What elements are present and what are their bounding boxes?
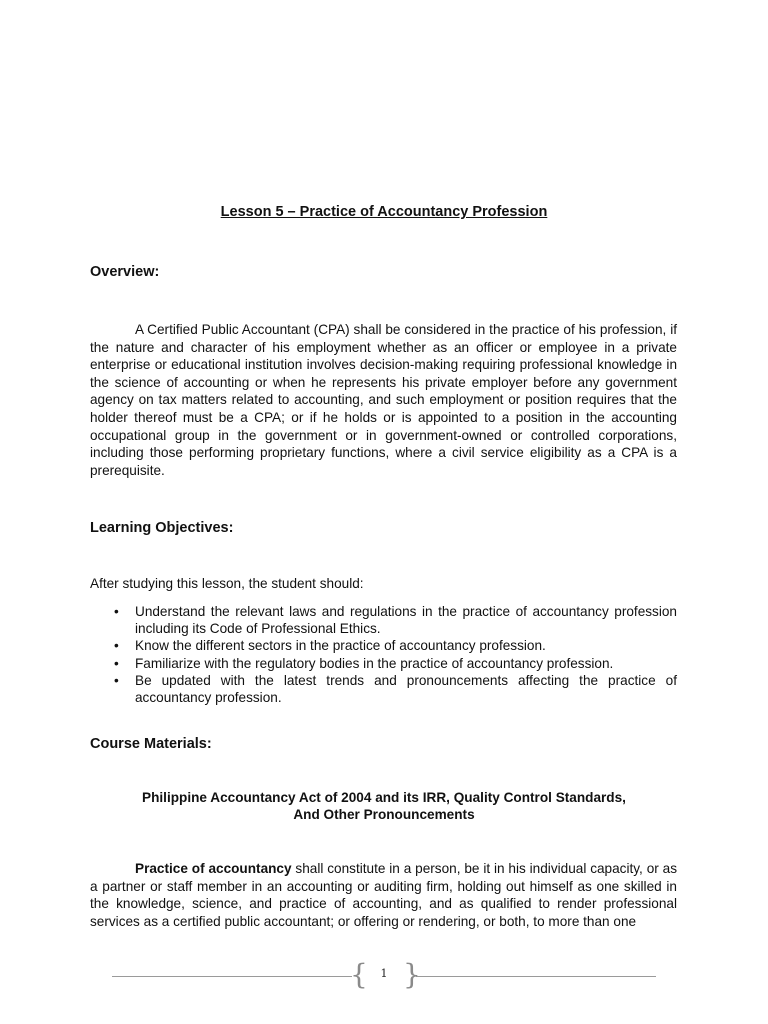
footer-bracket-left: { [350, 958, 368, 991]
practice-term: Practice of accountancy [135, 861, 292, 876]
objective-item [90, 672, 677, 706]
page-number: 1 [380, 967, 388, 980]
footer-bracket-right: } [403, 958, 421, 991]
objective-item [90, 637, 677, 654]
objective-item [90, 603, 677, 637]
objective-text: Know the different sectors in the practice of accountancy profession. [135, 638, 546, 654]
bullet-icon: • [114, 604, 119, 619]
lesson-title: Lesson 5 – Practice of Accountancy Profession [220, 204, 548, 220]
footer-rule-right [416, 976, 656, 977]
bullet-icon: • [114, 638, 119, 654]
objective-text: Be updated with the latest trends and pronouncements affecting the practice of accountancy profession. [135, 672, 677, 706]
objective-item [90, 655, 677, 672]
practice-paragraph [90, 860, 677, 930]
bullet-icon: • [114, 655, 119, 671]
overview-heading: Overview: [90, 264, 160, 280]
objectives-intro: After studying this lesson, the student should: [90, 576, 364, 591]
bullet-icon: • [114, 672, 119, 688]
materials-subtitle-line-2: And Other Pronouncements [293, 807, 475, 822]
overview-paragraph: A Certified Public Accountant (CPA) shall be considered in the practice of his profession, if the nature and character of his employment whether as an officer or employee in a private enterprise or educational institution involves decision-making requiring professional knowledge in the science of accounting or when he represents his private employer before any government agency on tax matters related to accounting, and such employment or position requires that the holder thereof must be a CPA; or if he holds or is appointed to a position in the accounting occupational group in the government or in government-owned or controlled corporations, including those performing proprietary functions, where a civil service eligibility as a CPA is a prerequisite. [90, 322, 677, 478]
practice-definition: shall constitute in a person, be it in his individual capacity, or as a partner or staff member in an accounting or auditing firm, holding out himself as one skilled in the knowledge, science, and practice of accounting, and as qualified to render professional services as a certified public accountant; or offering or rendering, or both, to more than one [90, 861, 678, 929]
learning-objectives-heading: Learning Objectives: [90, 520, 234, 536]
course-materials-heading: Course Materials: [90, 736, 212, 752]
objective-text: Understand the relevant laws and regulations in the practice of accountancy profession including its Code of Professional Ethics. [135, 604, 677, 637]
objectives-list [90, 603, 677, 706]
footer-rule-left [112, 976, 352, 977]
objective-text: Familiarize with the regulatory bodies in the practice of accountancy profession. [135, 655, 614, 671]
materials-subtitle-line-1: Philippine Accountancy Act of 2004 and its IRR, Quality Control Standards, [142, 790, 626, 805]
